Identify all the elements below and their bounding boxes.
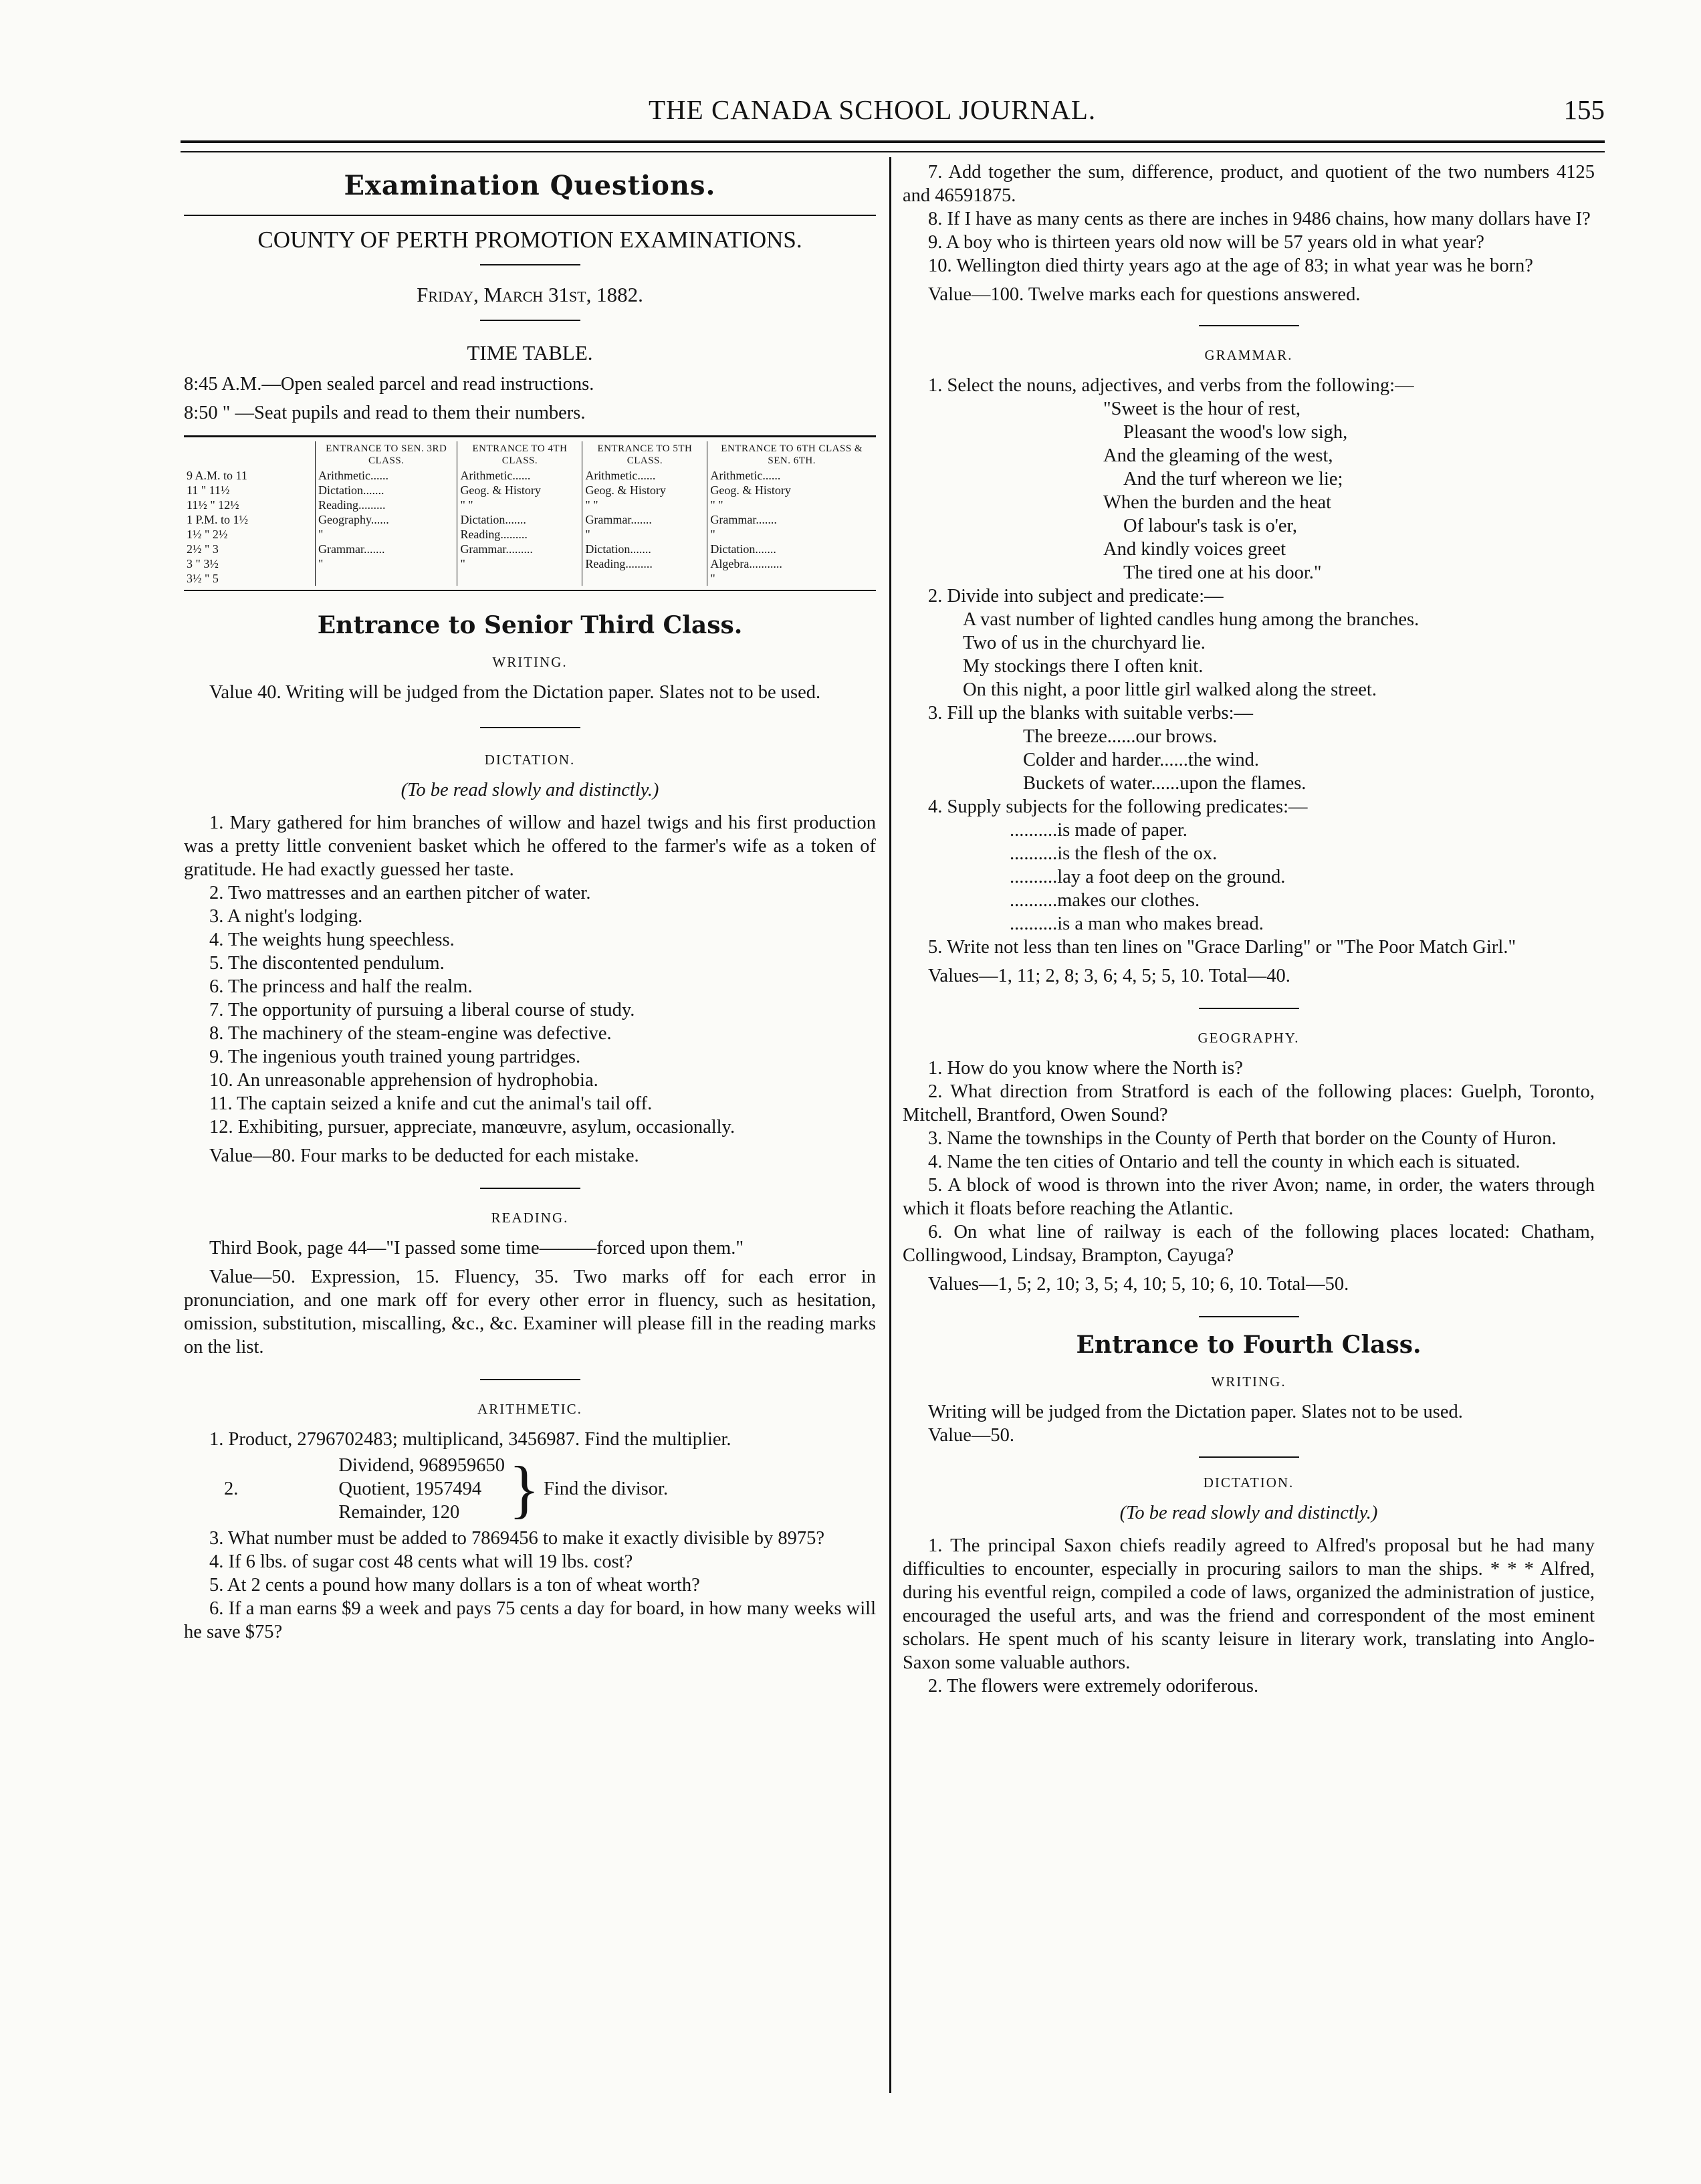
timetable-row [184, 468, 876, 483]
poem-line: Pleasant the wood's low sigh, [1123, 422, 1348, 443]
geography-question: 2. What direction from Stratford is each of the following places: Guelph, Toronto, Mitchell, Brantford, Owen Sound? [903, 1081, 1595, 1125]
dictation-item: 6. The princess and half the realm. [209, 976, 473, 997]
poem-line: "Sweet is the hour of rest, [1103, 399, 1300, 419]
poem-line: And kindly voices greet [1103, 539, 1286, 560]
timetable-cell [316, 571, 457, 586]
divider [1199, 1008, 1299, 1009]
writing-text: Writing will be judged from the Dictation paper. Slates not to be used. [928, 1402, 1463, 1422]
timetable-header [184, 441, 316, 468]
dictation-heading: DICTATION. [484, 752, 576, 768]
arith-question: 3. What number must be added to 7869456 to make it exactly divisible by 8975? [209, 1528, 825, 1549]
subject-blank: ..........lay a foot deep on the ground. [1010, 867, 1286, 887]
dictation-item: 10. An unreasonable apprehension of hydrophobia. [209, 1070, 598, 1091]
arith-question: 7. Add together the sum, difference, product, and quotient of the two numbers 4125 and 46591875. [903, 162, 1595, 206]
timetable-time: 11 " 11½ [187, 483, 230, 497]
division-instruction: Find the divisor. [544, 1479, 669, 1499]
subject-blank: ..........makes our clothes. [1010, 890, 1200, 911]
timetable-cell [457, 571, 582, 586]
dictation-item: 1. The principal Saxon chiefs readily agreed to Alfred's proposal but he had many difficulties to encounter, especially in procuring sailors to man the ships. * * * Alfred, during his eventful reign, compiled a code of laws, organized the administration of justice, encouraged the useful arts, and was the friend and correspondent of the most eminent scholars. He spent much of his scanty leisure in literary work, translating into Anglo-Saxon some valuable authors. [903, 1535, 1595, 1673]
timetable-cell: Arithmetic...... [316, 468, 457, 483]
geography-question: 4. Name the ten cities of Ontario and tell the county in which each is situated. [928, 1152, 1520, 1172]
timetable-header-row [184, 441, 876, 468]
dictation-value: Value—80. Four marks to be deducted for each mistake. [209, 1145, 639, 1166]
dictation-item: 9. The ingenious youth trained young partridges. [209, 1047, 581, 1067]
timetable-row [184, 483, 876, 498]
poem-line: Of labour's task is o'er, [1123, 516, 1298, 536]
arithmetic-heading: ARITHMETIC. [477, 1401, 582, 1417]
dictation-heading: DICTATION. [1203, 1475, 1294, 1491]
divider [480, 320, 580, 321]
timetable-cell [582, 571, 707, 586]
timetable-cell: " [316, 556, 457, 571]
reading-value: Value—50. Expression, 15. Fluency, 35. Two marks off for each error in pronunciation, and one mark off for every other error in fluency, such as hesitation, omission, substitution, miscalling, &c., &c. Examiner will please fill in the reading marks on the list. [184, 1267, 876, 1357]
timetable-cell: Geography...... [316, 512, 457, 527]
dictation-item: 8. The machinery of the steam-engine was defective. [209, 1023, 612, 1044]
verb-blank-list [903, 725, 1595, 795]
timetable-line: 8:45 A.M.—Open sealed parcel and read instructions. [184, 374, 594, 395]
arith-question-number: 2. [224, 1479, 239, 1499]
geography-values: Values—1, 5; 2, 10; 3, 5; 4, 10; 5, 10; 6, 10. Total—50. [928, 1274, 1349, 1295]
poem [903, 397, 1595, 584]
timetable-header: ENTRANCE TO SEN. 3RD CLASS. [316, 441, 457, 468]
timetable-time: 2½ " 3 [187, 542, 219, 556]
timetable-cell: Dictation....... [707, 542, 876, 556]
arith-question: 1. Product, 2796702483; multiplicand, 3456987. Find the multiplier. [209, 1429, 731, 1450]
header-rule [181, 140, 1605, 143]
timetable-cell: " [707, 527, 876, 542]
exam-title: COUNTY OF PERTH PROMOTION EXAMINATIONS. [257, 227, 802, 253]
page-header [181, 94, 1605, 134]
dictation-item: 12. Exhibiting, pursuer, appreciate, manœuvre, asylum, occasionally. [209, 1117, 735, 1137]
divider [480, 1379, 580, 1380]
writing-text: Value 40. Writing will be judged from the Dictation paper. Slates not to be used. [209, 682, 821, 703]
division-figures [238, 1454, 505, 1524]
timetable-row [184, 542, 876, 556]
senior-third-title: Entrance to Senior Third Class. [317, 611, 743, 639]
timetable-cell: " " [457, 498, 582, 512]
timetable-title: TIME TABLE. [467, 341, 593, 364]
timetable-cell: " [582, 527, 707, 542]
timetable-cell: Reading......... [582, 556, 707, 571]
timetable-time: 9 A.M. to 11 [187, 469, 247, 482]
subject-blank: ..........is the flesh of the ox. [1010, 843, 1218, 864]
sentence: A vast number of lighted candles hung among the branches. [963, 609, 1420, 630]
arith-question: 9. A boy who is thirteen years old now will be 57 years old in what year? [928, 232, 1484, 253]
dictation-item: 11. The captain seized a knife and cut the animal's tail off. [209, 1093, 653, 1114]
timetable-header: ENTRANCE TO 5TH CLASS. [582, 441, 707, 468]
timetable-row [184, 527, 876, 542]
subject-blank-list [903, 818, 1595, 936]
timetable-time: 1 P.M. to 1½ [187, 513, 249, 526]
geography-question: 1. How do you know where the North is? [928, 1058, 1243, 1079]
dictation-item: 5. The discontented pendulum. [209, 953, 445, 974]
arith-question: 6. If a man earns $9 a week and pays 75 cents a day for board, in how many weeks will he save $75? [184, 1598, 876, 1642]
reading-heading: READING. [491, 1210, 569, 1226]
sentence: My stockings there I often knit. [963, 656, 1204, 677]
timetable-cell: Grammar....... [707, 512, 876, 527]
timetable-header: ENTRANCE TO 4TH CLASS. [457, 441, 582, 468]
divider [480, 1188, 580, 1189]
running-title: THE CANADA SCHOOL JOURNAL. [649, 94, 1097, 125]
writing-heading: WRITING. [1211, 1374, 1286, 1390]
timetable [184, 435, 876, 591]
poem-line: When the burden and the heat [1103, 492, 1332, 513]
divider [480, 727, 580, 728]
timetable-row [184, 571, 876, 586]
division-problem [224, 1454, 876, 1524]
dictation-item: 2. The flowers were extremely odoriferous. [928, 1676, 1259, 1697]
timetable-cell: Geog. & History [707, 483, 876, 498]
divider [480, 264, 580, 265]
timetable-cell: Grammar....... [316, 542, 457, 556]
grammar-heading: GRAMMAR. [1204, 347, 1293, 363]
reading-text: Third Book, page 44—"I passed some time———forced upon them." [209, 1238, 744, 1259]
timetable-cell: Arithmetic...... [582, 468, 707, 483]
column-divider [889, 157, 891, 2093]
timetable-cell: Geog. & History [457, 483, 582, 498]
timetable-cell: " " [707, 498, 876, 512]
dictation-item: 7. The opportunity of pursuing a liberal course of study. [209, 1000, 635, 1020]
poem-line: And the gleaming of the west, [1103, 445, 1333, 466]
timetable-time: 3½ " 5 [187, 572, 219, 585]
sentence-list [903, 608, 1595, 701]
timetable-cell: Arithmetic...... [457, 468, 582, 483]
writing-value: Value—50. [928, 1425, 1015, 1446]
poem-line: And the turf whereon we lie; [1123, 469, 1343, 489]
timetable-cell: Dictation....... [316, 483, 457, 498]
division-line: Quotient, 1957494 [338, 1479, 482, 1499]
timetable-row [184, 498, 876, 512]
dictation-note: (To be read slowly and distinctly.) [1119, 1503, 1378, 1523]
timetable-time: 3 " 3½ [187, 557, 219, 570]
brace-glyph: } [508, 1452, 540, 1525]
left-column [184, 160, 876, 1644]
writing-heading: WRITING. [492, 654, 568, 670]
verb-blank: The breeze......our brows. [1023, 726, 1218, 747]
sentence: Two of us in the churchyard lie. [963, 633, 1206, 653]
arith-question: 4. If 6 lbs. of sugar cost 48 cents what will 19 lbs. cost? [209, 1551, 633, 1572]
dictation-note: (To be read slowly and distinctly.) [401, 780, 659, 800]
timetable-cell: " [457, 556, 582, 571]
timetable-cell: Grammar......... [457, 542, 582, 556]
dictation-item: 3. A night's lodging. [209, 906, 363, 927]
timetable-cell: " [316, 527, 457, 542]
right-column [903, 160, 1595, 1698]
division-line: Dividend, 968959650 [338, 1455, 505, 1476]
grammar-question: 2. Divide into subject and predicate:— [928, 586, 1224, 607]
geography-heading: GEOGRAPHY. [1198, 1030, 1300, 1046]
divider [1199, 1456, 1299, 1458]
timetable-cell: " [707, 571, 876, 586]
grammar-question: 4. Supply subjects for the following predicates:— [928, 796, 1308, 817]
poem-line: The tired one at his door." [1123, 562, 1322, 583]
subject-blank: ..........is a man who makes bread. [1010, 913, 1264, 934]
grammar-question: 3. Fill up the blanks with suitable verbs:— [928, 703, 1254, 724]
subject-blank: ..........is made of paper. [1010, 820, 1187, 841]
geography-question: 5. A block of wood is thrown into the river Avon; name, in order, the waters through which it floats before reaching the Atlantic. [903, 1175, 1595, 1219]
timetable-row [184, 556, 876, 571]
geography-question: 6. On what line of railway is each of the following places located: Chatham, Collingwood, Lindsay, Brampton, Cayuga? [903, 1222, 1595, 1266]
timetable-table [184, 441, 876, 586]
grammar-question: 5. Write not less than ten lines on "Grace Darling" or "The Poor Match Girl." [928, 937, 1516, 958]
geography-question: 3. Name the townships in the County of Perth that border on the County of Huron. [928, 1128, 1557, 1149]
timetable-cell: Algebra........... [707, 556, 876, 571]
arith-question: 8. If I have as many cents as there are inches in 9486 chains, how many dollars have I? [928, 209, 1591, 229]
arith-value: Value—100. Twelve marks each for questions answered. [928, 284, 1361, 305]
timetable-cell: " " [582, 498, 707, 512]
divider [1199, 1316, 1299, 1317]
arith-question: 10. Wellington died thirty years ago at the age of 83; in what year was he born? [928, 255, 1533, 276]
dictation-item: 1. Mary gathered for him branches of willow and hazel twigs and his first production was a pretty little convenient basket which he offered to the farmer's wife as a token of gratitude. He had exactly guessed her taste. [184, 812, 876, 880]
timetable-cell: Geog. & History [582, 483, 707, 498]
divider [1199, 325, 1299, 326]
arith-question: 5. At 2 cents a pound how many dollars is a ton of wheat worth? [209, 1575, 700, 1596]
timetable-cell: Dictation....... [582, 542, 707, 556]
timetable-header: ENTRANCE TO 6TH CLASS & SEN. 6TH. [707, 441, 876, 468]
division-line: Remainder, 120 [338, 1502, 460, 1523]
timetable-time: 11½ " 12½ [187, 498, 239, 512]
timetable-cell: Dictation....... [457, 512, 582, 527]
grammar-values: Values—1, 11; 2, 8; 3, 6; 4, 5; 5, 10. Total—40. [928, 966, 1290, 986]
timetable-cell: Arithmetic...... [707, 468, 876, 483]
timetable-line: 8:50 " —Seat pupils and read to them their numbers. [184, 403, 586, 423]
header-rule-thin [181, 151, 1605, 152]
grammar-question: 1. Select the nouns, adjectives, and verbs from the following:— [928, 375, 1414, 396]
fourth-class-title: Entrance to Fourth Class. [1076, 1331, 1422, 1359]
section-rule [184, 215, 876, 216]
verb-blank: Colder and harder......the wind. [1023, 750, 1259, 770]
timetable-row [184, 512, 876, 527]
timetable-time: 1½ " 2½ [187, 528, 228, 541]
dictation-item: 4. The weights hung speechless. [209, 930, 455, 950]
page-number: 155 [1563, 94, 1605, 125]
dictation-item: 2. Two mattresses and an earthen pitcher of water. [209, 883, 591, 903]
sentence: On this night, a poor little girl walked along the street. [963, 679, 1377, 700]
section-title: Examination Questions. [344, 170, 716, 201]
timetable-cell: Reading......... [457, 527, 582, 542]
timetable-cell: Grammar....... [582, 512, 707, 527]
verb-blank: Buckets of water......upon the flames. [1023, 773, 1307, 794]
exam-date: Friday, March 31st, 1882. [417, 283, 643, 306]
timetable-cell: Reading......... [316, 498, 457, 512]
